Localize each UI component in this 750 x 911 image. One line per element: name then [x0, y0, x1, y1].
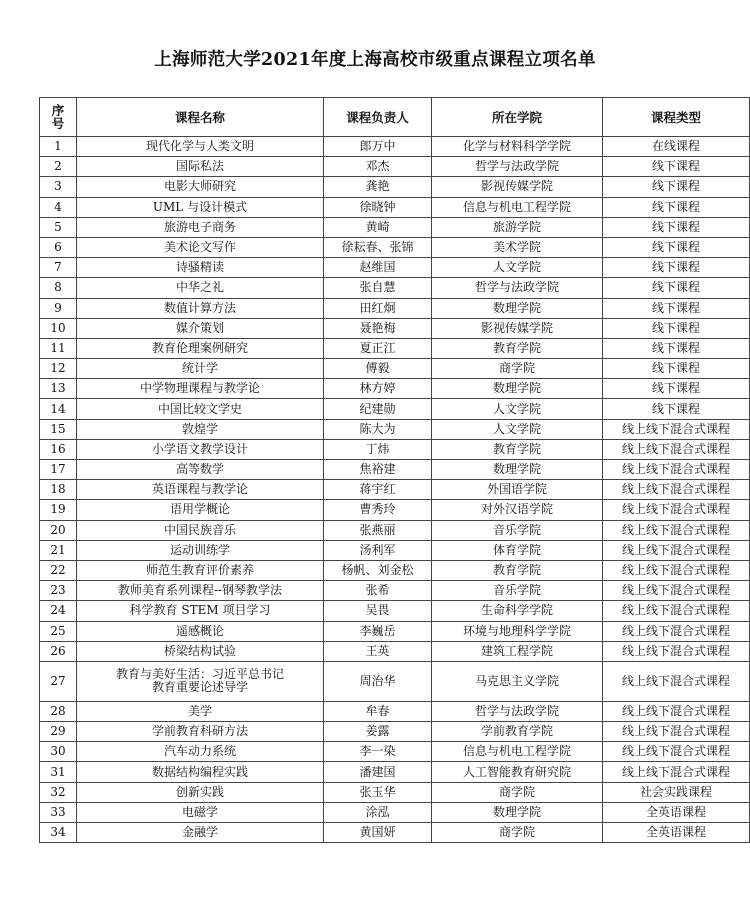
cell-no: 31 — [40, 762, 77, 782]
cell-course-lead: 徐晓钟 — [324, 197, 432, 217]
cell-no: 26 — [40, 641, 77, 661]
cell-no: 17 — [40, 460, 77, 480]
table-row — [40, 177, 750, 197]
header-no: 序 号 — [40, 98, 77, 137]
cell-course-name: 中学物理课程与教学论 — [77, 379, 324, 399]
cell-course-type: 线下课程 — [603, 338, 750, 358]
cell-course-lead: 牟春 — [324, 701, 432, 721]
table-row — [40, 641, 750, 661]
header-course-name: 课程名称 — [77, 98, 324, 137]
cell-college: 教育学院 — [432, 560, 603, 580]
cell-course-type: 线下课程 — [603, 298, 750, 318]
cell-college: 数理学院 — [432, 460, 603, 480]
table-row — [40, 278, 750, 298]
table-row — [40, 742, 750, 762]
cell-course-lead: 黄国妍 — [324, 823, 432, 843]
cell-college: 音乐学院 — [432, 581, 603, 601]
cell-course-name: 科学教育 STEM 项目学习 — [77, 601, 324, 621]
cell-no: 23 — [40, 581, 77, 601]
cell-college: 人工智能教育研究院 — [432, 762, 603, 782]
cell-course-lead: 张燕丽 — [324, 520, 432, 540]
cell-no: 27 — [40, 661, 77, 701]
cell-college: 马克思主义学院 — [432, 661, 603, 701]
cell-no: 30 — [40, 742, 77, 762]
cell-course-name: 教育与美好生活：习近平总书记 教育重要论述导学 — [77, 661, 324, 701]
cell-college: 影视传媒学院 — [432, 318, 603, 338]
cell-no: 14 — [40, 399, 77, 419]
cell-course-name: 桥梁结构试验 — [77, 641, 324, 661]
table-row — [40, 419, 750, 439]
cell-course-type: 线上线下混合式课程 — [603, 661, 750, 701]
cell-no: 28 — [40, 701, 77, 721]
cell-course-type: 全英语课程 — [603, 802, 750, 822]
cell-course-name: 电影大师研究 — [77, 177, 324, 197]
cell-college: 数理学院 — [432, 298, 603, 318]
cell-course-lead: 纪建勋 — [324, 399, 432, 419]
cell-course-name: 数值计算方法 — [77, 298, 324, 318]
cell-college: 商学院 — [432, 782, 603, 802]
table-row — [40, 318, 750, 338]
cell-college: 数理学院 — [432, 802, 603, 822]
cell-college: 音乐学院 — [432, 520, 603, 540]
cell-course-name: 遥感概论 — [77, 621, 324, 641]
table-row — [40, 782, 750, 802]
course-table — [39, 97, 750, 843]
cell-course-type: 线上线下混合式课程 — [603, 540, 750, 560]
cell-course-name: 英语课程与教学论 — [77, 480, 324, 500]
table-header-row — [40, 98, 750, 137]
table-row — [40, 500, 750, 520]
cell-course-lead: 潘建国 — [324, 762, 432, 782]
cell-course-name: 美术论文写作 — [77, 237, 324, 257]
table-row — [40, 157, 750, 177]
cell-no: 22 — [40, 560, 77, 580]
cell-course-lead: 吴畏 — [324, 601, 432, 621]
table-row — [40, 722, 750, 742]
cell-course-type: 线上线下混合式课程 — [603, 701, 750, 721]
table-row — [40, 298, 750, 318]
cell-college: 哲学与法政学院 — [432, 278, 603, 298]
cell-course-name: 高等数学 — [77, 460, 324, 480]
cell-course-type: 线下课程 — [603, 379, 750, 399]
cell-course-type: 线上线下混合式课程 — [603, 520, 750, 540]
cell-course-lead: 姜露 — [324, 722, 432, 742]
table-row — [40, 520, 750, 540]
cell-course-name: 运动训练学 — [77, 540, 324, 560]
cell-college: 环境与地理科学学院 — [432, 621, 603, 641]
cell-course-type: 线上线下混合式课程 — [603, 581, 750, 601]
cell-college: 生命科学学院 — [432, 601, 603, 621]
cell-no: 33 — [40, 802, 77, 822]
table-row — [40, 237, 750, 257]
cell-course-type: 线上线下混合式课程 — [603, 641, 750, 661]
table-row — [40, 338, 750, 358]
cell-course-lead: 王英 — [324, 641, 432, 661]
cell-no: 24 — [40, 601, 77, 621]
cell-course-name: UML 与设计模式 — [77, 197, 324, 217]
table-row — [40, 379, 750, 399]
cell-no: 4 — [40, 197, 77, 217]
cell-college: 化学与材料科学学院 — [432, 137, 603, 157]
cell-course-type: 全英语课程 — [603, 823, 750, 843]
cell-course-name: 金融学 — [77, 823, 324, 843]
cell-no: 1 — [40, 137, 77, 157]
cell-college: 哲学与法政学院 — [432, 157, 603, 177]
cell-course-name: 小学语文教学设计 — [77, 439, 324, 459]
cell-course-type: 线下课程 — [603, 217, 750, 237]
cell-college: 人文学院 — [432, 419, 603, 439]
cell-no: 2 — [40, 157, 77, 177]
table-row — [40, 258, 750, 278]
cell-course-type: 线上线下混合式课程 — [603, 439, 750, 459]
header-college: 所在学院 — [432, 98, 603, 137]
table-row — [40, 661, 750, 701]
header-course-type: 课程类型 — [603, 98, 750, 137]
cell-course-name: 师范生教育评价素养 — [77, 560, 324, 580]
table-row — [40, 701, 750, 721]
cell-course-lead: 郎万中 — [324, 137, 432, 157]
cell-course-type: 线下课程 — [603, 177, 750, 197]
cell-course-lead: 汤利军 — [324, 540, 432, 560]
cell-course-lead: 蒋宇红 — [324, 480, 432, 500]
cell-course-type: 线下课程 — [603, 237, 750, 257]
cell-college: 体育学院 — [432, 540, 603, 560]
table-row — [40, 217, 750, 237]
cell-course-name: 中国民族音乐 — [77, 520, 324, 540]
cell-course-name: 学前教育科研方法 — [77, 722, 324, 742]
cell-course-type: 线上线下混合式课程 — [603, 480, 750, 500]
table-row — [40, 399, 750, 419]
cell-course-lead: 黄崎 — [324, 217, 432, 237]
cell-course-name: 教师美育系列课程--钢琴教学法 — [77, 581, 324, 601]
cell-no: 3 — [40, 177, 77, 197]
cell-no: 10 — [40, 318, 77, 338]
cell-course-type: 线上线下混合式课程 — [603, 500, 750, 520]
table-row — [40, 802, 750, 822]
cell-no: 16 — [40, 439, 77, 459]
cell-course-lead: 陈大为 — [324, 419, 432, 439]
cell-college: 教育学院 — [432, 439, 603, 459]
table-row — [40, 439, 750, 459]
cell-course-type: 线上线下混合式课程 — [603, 419, 750, 439]
cell-course-type: 线下课程 — [603, 359, 750, 379]
cell-course-name: 统计学 — [77, 359, 324, 379]
cell-course-type: 线下课程 — [603, 258, 750, 278]
cell-no: 11 — [40, 338, 77, 358]
cell-course-name: 旅游电子商务 — [77, 217, 324, 237]
document-title: 上海师范大学2021年度上海高校市级重点课程立项名单 — [154, 50, 596, 70]
cell-college: 美术学院 — [432, 237, 603, 257]
cell-course-lead: 张希 — [324, 581, 432, 601]
cell-no: 19 — [40, 500, 77, 520]
cell-course-name: 现代化学与人类文明 — [77, 137, 324, 157]
cell-course-type: 在线课程 — [603, 137, 750, 157]
cell-course-lead: 徐耘春、张锦 — [324, 237, 432, 257]
cell-college: 商学院 — [432, 823, 603, 843]
table-row — [40, 137, 750, 157]
cell-no: 21 — [40, 540, 77, 560]
cell-course-name: 电磁学 — [77, 802, 324, 822]
cell-course-name: 数据结构编程实践 — [77, 762, 324, 782]
cell-course-name: 国际私法 — [77, 157, 324, 177]
cell-college: 影视传媒学院 — [432, 177, 603, 197]
cell-college: 人文学院 — [432, 399, 603, 419]
cell-course-type: 社会实践课程 — [603, 782, 750, 802]
cell-college: 人文学院 — [432, 258, 603, 278]
cell-course-name: 敦煌学 — [77, 419, 324, 439]
cell-course-lead: 聂艳梅 — [324, 318, 432, 338]
cell-course-lead: 周治华 — [324, 661, 432, 701]
cell-no: 6 — [40, 237, 77, 257]
cell-no: 13 — [40, 379, 77, 399]
cell-no: 29 — [40, 722, 77, 742]
cell-college: 哲学与法政学院 — [432, 701, 603, 721]
cell-no: 12 — [40, 359, 77, 379]
cell-college: 数理学院 — [432, 379, 603, 399]
cell-no: 20 — [40, 520, 77, 540]
table-row — [40, 621, 750, 641]
cell-course-type: 线上线下混合式课程 — [603, 621, 750, 641]
cell-no: 9 — [40, 298, 77, 318]
cell-no: 15 — [40, 419, 77, 439]
cell-course-lead: 林方婷 — [324, 379, 432, 399]
cell-course-type: 线上线下混合式课程 — [603, 601, 750, 621]
cell-course-lead: 夏正江 — [324, 338, 432, 358]
cell-course-lead: 田红炯 — [324, 298, 432, 318]
cell-course-type: 线下课程 — [603, 157, 750, 177]
cell-course-type: 线下课程 — [603, 399, 750, 419]
cell-no: 7 — [40, 258, 77, 278]
cell-course-name: 汽车动力系统 — [77, 742, 324, 762]
cell-college: 信息与机电工程学院 — [432, 197, 603, 217]
table-row — [40, 823, 750, 843]
cell-course-type: 线下课程 — [603, 197, 750, 217]
cell-course-lead: 李一染 — [324, 742, 432, 762]
cell-course-lead: 丁炜 — [324, 439, 432, 459]
cell-college: 学前教育学院 — [432, 722, 603, 742]
cell-course-type: 线下课程 — [603, 318, 750, 338]
cell-course-type: 线上线下混合式课程 — [603, 560, 750, 580]
cell-course-lead: 赵维国 — [324, 258, 432, 278]
cell-course-name: 诗骚精读 — [77, 258, 324, 278]
cell-college: 旅游学院 — [432, 217, 603, 237]
table-row — [40, 581, 750, 601]
cell-no: 25 — [40, 621, 77, 641]
table-body — [40, 137, 750, 843]
table-row — [40, 601, 750, 621]
table-row — [40, 460, 750, 480]
cell-course-name: 中华之礼 — [77, 278, 324, 298]
cell-course-lead: 张自慧 — [324, 278, 432, 298]
cell-college: 外国语学院 — [432, 480, 603, 500]
cell-course-lead: 张玉华 — [324, 782, 432, 802]
cell-course-type: 线上线下混合式课程 — [603, 722, 750, 742]
cell-course-type: 线上线下混合式课程 — [603, 762, 750, 782]
table-row — [40, 359, 750, 379]
cell-course-name: 创新实践 — [77, 782, 324, 802]
cell-no: 32 — [40, 782, 77, 802]
cell-course-lead: 曹秀玲 — [324, 500, 432, 520]
cell-course-name: 媒介策划 — [77, 318, 324, 338]
cell-course-lead: 杨帆、刘金松 — [324, 560, 432, 580]
cell-course-name: 教育伦理案例研究 — [77, 338, 324, 358]
table-row — [40, 197, 750, 217]
cell-course-lead: 涂泓 — [324, 802, 432, 822]
cell-course-lead: 邓杰 — [324, 157, 432, 177]
cell-course-lead: 焦裕建 — [324, 460, 432, 480]
cell-college: 建筑工程学院 — [432, 641, 603, 661]
cell-course-type: 线下课程 — [603, 278, 750, 298]
cell-no: 34 — [40, 823, 77, 843]
cell-course-type: 线上线下混合式课程 — [603, 460, 750, 480]
cell-course-lead: 李巍岳 — [324, 621, 432, 641]
cell-college: 教育学院 — [432, 338, 603, 358]
cell-course-lead: 龚艳 — [324, 177, 432, 197]
cell-course-name: 美学 — [77, 701, 324, 721]
cell-college: 商学院 — [432, 359, 603, 379]
cell-college: 信息与机电工程学院 — [432, 742, 603, 762]
table-row — [40, 762, 750, 782]
cell-college: 对外汉语学院 — [432, 500, 603, 520]
cell-course-type: 线上线下混合式课程 — [603, 742, 750, 762]
table-row — [40, 480, 750, 500]
cell-course-name: 语用学概论 — [77, 500, 324, 520]
cell-course-name: 中国比较文学史 — [77, 399, 324, 419]
table-row — [40, 540, 750, 560]
cell-no: 5 — [40, 217, 77, 237]
cell-course-lead: 傅毅 — [324, 359, 432, 379]
cell-no: 8 — [40, 278, 77, 298]
table-row — [40, 560, 750, 580]
header-course-lead: 课程负责人 — [324, 98, 432, 137]
cell-no: 18 — [40, 480, 77, 500]
